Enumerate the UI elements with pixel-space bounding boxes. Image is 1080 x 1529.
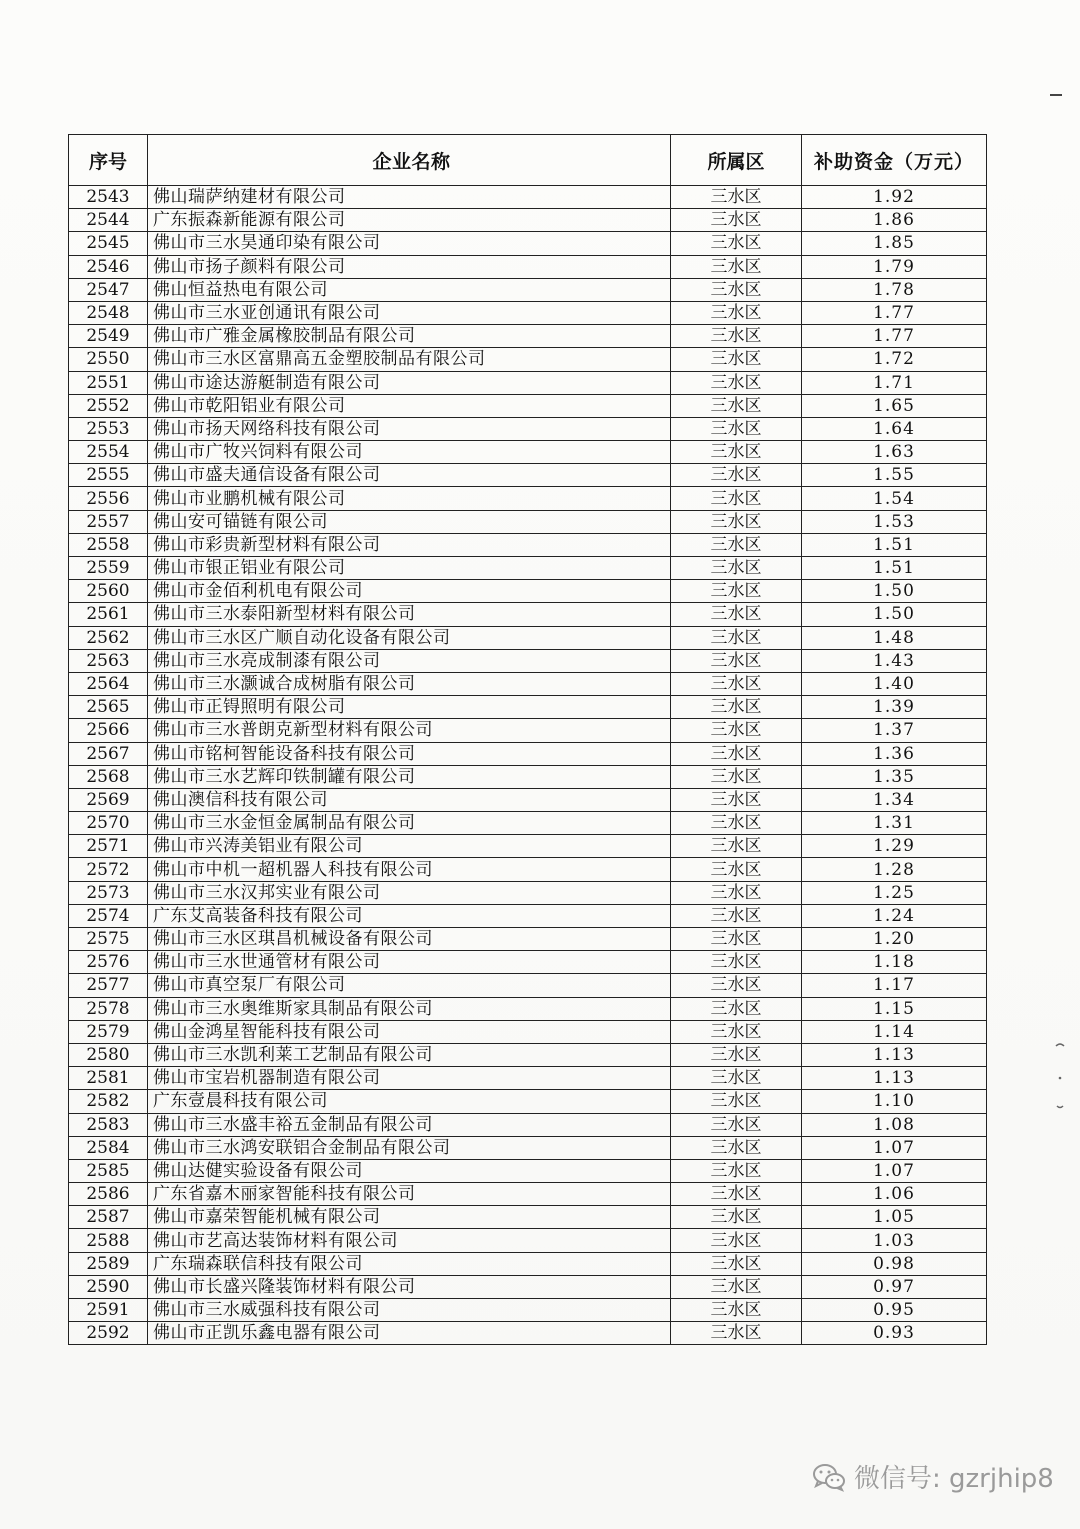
cell-company-name: 佛山市正锝照明有限公司	[148, 696, 671, 719]
cell-no: 2549	[69, 325, 148, 348]
table-row	[69, 1183, 987, 1206]
cell-district: 三水区	[671, 533, 802, 556]
table-row	[69, 835, 987, 858]
cell-district: 三水区	[671, 742, 802, 765]
cell-amount: 1.34	[802, 788, 987, 811]
cell-company-name: 佛山市三水汉邦实业有限公司	[148, 881, 671, 904]
cell-no: 2582	[69, 1090, 148, 1113]
table-row	[69, 441, 987, 464]
cell-amount: 1.43	[802, 649, 987, 672]
table-row	[69, 1067, 987, 1090]
cell-district: 三水区	[671, 1159, 802, 1182]
table-row	[69, 951, 987, 974]
cell-company-name: 佛山市彩贵新型材料有限公司	[148, 533, 671, 556]
table-row	[69, 1322, 987, 1345]
table-row	[69, 1206, 987, 1229]
cell-district: 三水区	[671, 1136, 802, 1159]
cell-no: 2553	[69, 417, 148, 440]
cell-amount: 1.17	[802, 974, 987, 997]
cell-district: 三水区	[671, 325, 802, 348]
cell-company-name: 佛山市三水泰阳新型材料有限公司	[148, 603, 671, 626]
table-row	[69, 696, 987, 719]
cell-no: 2580	[69, 1043, 148, 1066]
cell-no: 2583	[69, 1113, 148, 1136]
cell-amount: 1.54	[802, 487, 987, 510]
scan-marks	[1052, 1040, 1068, 1120]
cell-district: 三水区	[671, 1113, 802, 1136]
cell-no: 2577	[69, 974, 148, 997]
cell-amount: 1.13	[802, 1067, 987, 1090]
cell-no: 2560	[69, 580, 148, 603]
table-row	[69, 719, 987, 742]
table-row	[69, 510, 987, 533]
cell-company-name: 佛山市三水区富鼎高五金塑胶制品有限公司	[148, 348, 671, 371]
cell-amount: 1.03	[802, 1229, 987, 1252]
cell-district: 三水区	[671, 1275, 802, 1298]
cell-district: 三水区	[671, 580, 802, 603]
cell-amount: 1.53	[802, 510, 987, 533]
cell-company-name: 佛山市业鹏机械有限公司	[148, 487, 671, 510]
cell-amount: 1.77	[802, 301, 987, 324]
table-row	[69, 557, 987, 580]
cell-company-name: 佛山市真空泵厂有限公司	[148, 974, 671, 997]
cell-district: 三水区	[671, 487, 802, 510]
cell-company-name: 佛山市三水凯利莱工艺制品有限公司	[148, 1043, 671, 1066]
cell-district: 三水区	[671, 928, 802, 951]
cell-district: 三水区	[671, 1043, 802, 1066]
cell-district: 三水区	[671, 1229, 802, 1252]
cell-district: 三水区	[671, 858, 802, 881]
cell-district: 三水区	[671, 765, 802, 788]
cell-company-name: 佛山市长盛兴隆装饰材料有限公司	[148, 1275, 671, 1298]
table-row	[69, 626, 987, 649]
cell-district: 三水区	[671, 997, 802, 1020]
cell-no: 2576	[69, 951, 148, 974]
cell-amount: 0.93	[802, 1322, 987, 1345]
header-amount: 补助资金（万元）	[802, 135, 987, 186]
cell-company-name: 佛山市三水威强科技有限公司	[148, 1299, 671, 1322]
table-row	[69, 928, 987, 951]
table-row	[69, 742, 987, 765]
table-row	[69, 974, 987, 997]
table-row	[69, 371, 987, 394]
cell-company-name: 佛山市三水奥维斯家具制品有限公司	[148, 997, 671, 1020]
cell-company-name: 佛山市宝岩机器制造有限公司	[148, 1067, 671, 1090]
cell-no: 2584	[69, 1136, 148, 1159]
cell-company-name: 佛山市正凯乐鑫电器有限公司	[148, 1322, 671, 1345]
cell-district: 三水区	[671, 696, 802, 719]
cell-district: 三水区	[671, 557, 802, 580]
cell-district: 三水区	[671, 835, 802, 858]
cell-no: 2558	[69, 533, 148, 556]
cell-company-name: 佛山市广牧兴饲料有限公司	[148, 441, 671, 464]
cell-amount: 1.92	[802, 186, 987, 209]
table-row	[69, 1043, 987, 1066]
cell-no: 2590	[69, 1275, 148, 1298]
cell-amount: 1.78	[802, 278, 987, 301]
cell-company-name: 广东壹晨科技有限公司	[148, 1090, 671, 1113]
cell-company-name: 佛山金鸿星智能科技有限公司	[148, 1020, 671, 1043]
cell-district: 三水区	[671, 1067, 802, 1090]
header-no: 序号	[69, 135, 148, 186]
table-row	[69, 603, 987, 626]
cell-company-name: 佛山安可锚链有限公司	[148, 510, 671, 533]
cell-no: 2586	[69, 1183, 148, 1206]
cell-no: 2568	[69, 765, 148, 788]
table-row	[69, 1159, 987, 1182]
cell-no: 2572	[69, 858, 148, 881]
cell-amount: 1.51	[802, 533, 987, 556]
cell-district: 三水区	[671, 464, 802, 487]
cell-no: 2564	[69, 672, 148, 695]
table-row	[69, 278, 987, 301]
cell-company-name: 佛山市三水艺辉印铁制罐有限公司	[148, 765, 671, 788]
cell-no: 2545	[69, 232, 148, 255]
cell-no: 2585	[69, 1159, 148, 1182]
cell-no: 2581	[69, 1067, 148, 1090]
table-row	[69, 1090, 987, 1113]
table-row	[69, 881, 987, 904]
table-row	[69, 325, 987, 348]
cell-amount: 1.86	[802, 209, 987, 232]
cell-company-name: 佛山市三水亚创通讯有限公司	[148, 301, 671, 324]
cell-company-name: 佛山市三水盛丰裕五金制品有限公司	[148, 1113, 671, 1136]
cell-amount: 1.77	[802, 325, 987, 348]
cell-no: 2587	[69, 1206, 148, 1229]
cell-company-name: 佛山市三水鸿安联铝合金制品有限公司	[148, 1136, 671, 1159]
cell-no: 2579	[69, 1020, 148, 1043]
cell-amount: 1.35	[802, 765, 987, 788]
cell-company-name: 佛山瑞萨纳建材有限公司	[148, 186, 671, 209]
cell-amount: 1.08	[802, 1113, 987, 1136]
table-row	[69, 1275, 987, 1298]
cell-company-name: 佛山市中机一超机器人科技有限公司	[148, 858, 671, 881]
cell-district: 三水区	[671, 441, 802, 464]
cell-no: 2557	[69, 510, 148, 533]
cell-amount: 1.36	[802, 742, 987, 765]
cell-no: 2592	[69, 1322, 148, 1345]
cell-district: 三水区	[671, 394, 802, 417]
cell-no: 2591	[69, 1299, 148, 1322]
cell-company-name: 佛山市艺高达装饰材料有限公司	[148, 1229, 671, 1252]
cell-no: 2570	[69, 812, 148, 835]
cell-no: 2569	[69, 788, 148, 811]
header-district: 所属区	[671, 135, 802, 186]
cell-company-name: 佛山恒益热电有限公司	[148, 278, 671, 301]
cell-amount: 1.50	[802, 603, 987, 626]
cell-amount: 1.55	[802, 464, 987, 487]
cell-amount: 1.05	[802, 1206, 987, 1229]
cell-amount: 1.07	[802, 1136, 987, 1159]
table-row	[69, 301, 987, 324]
cell-company-name: 佛山市兴涛美铝业有限公司	[148, 835, 671, 858]
table-row	[69, 1229, 987, 1252]
cell-district: 三水区	[671, 881, 802, 904]
cell-amount: 1.51	[802, 557, 987, 580]
wechat-watermark	[812, 1458, 1054, 1495]
table-row	[69, 464, 987, 487]
cell-amount: 1.25	[802, 881, 987, 904]
cell-company-name: 佛山市银正铝业有限公司	[148, 557, 671, 580]
cell-no: 2559	[69, 557, 148, 580]
table-row	[69, 348, 987, 371]
cell-district: 三水区	[671, 186, 802, 209]
cell-amount: 1.48	[802, 626, 987, 649]
cell-no: 2588	[69, 1229, 148, 1252]
cell-no: 2550	[69, 348, 148, 371]
cell-amount: 1.65	[802, 394, 987, 417]
table-row	[69, 997, 987, 1020]
cell-amount: 1.07	[802, 1159, 987, 1182]
cell-no: 2571	[69, 835, 148, 858]
cell-company-name: 佛山澳信科技有限公司	[148, 788, 671, 811]
cell-amount: 1.85	[802, 232, 987, 255]
cell-no: 2556	[69, 487, 148, 510]
table-row	[69, 580, 987, 603]
cell-district: 三水区	[671, 904, 802, 927]
cell-no: 2555	[69, 464, 148, 487]
cell-company-name: 佛山市乾阳铝业有限公司	[148, 394, 671, 417]
cell-amount: 1.72	[802, 348, 987, 371]
cell-district: 三水区	[671, 1252, 802, 1275]
cell-amount: 1.64	[802, 417, 987, 440]
table-row	[69, 533, 987, 556]
cell-company-name: 佛山市三水昊通印染有限公司	[148, 232, 671, 255]
table-row	[69, 232, 987, 255]
table-row	[69, 1113, 987, 1136]
cell-company-name: 佛山市嘉荣智能机械有限公司	[148, 1206, 671, 1229]
cell-company-name: 佛山市三水区琪昌机械设备有限公司	[148, 928, 671, 951]
table-row	[69, 812, 987, 835]
cell-district: 三水区	[671, 951, 802, 974]
cell-district: 三水区	[671, 209, 802, 232]
table-row	[69, 394, 987, 417]
cell-no: 2544	[69, 209, 148, 232]
cell-no: 2554	[69, 441, 148, 464]
table-row	[69, 765, 987, 788]
table-row	[69, 672, 987, 695]
table-row	[69, 417, 987, 440]
cell-no: 2543	[69, 186, 148, 209]
cell-district: 三水区	[671, 812, 802, 835]
cell-amount: 1.13	[802, 1043, 987, 1066]
cell-district: 三水区	[671, 649, 802, 672]
cell-company-name: 佛山市三水区广顺自动化设备有限公司	[148, 626, 671, 649]
cell-no: 2574	[69, 904, 148, 927]
table-row	[69, 1252, 987, 1275]
cell-company-name: 佛山市三水普朗克新型材料有限公司	[148, 719, 671, 742]
cell-amount: 1.79	[802, 255, 987, 278]
cell-company-name: 佛山市盛夫通信设备有限公司	[148, 464, 671, 487]
cell-amount: 0.95	[802, 1299, 987, 1322]
cell-district: 三水区	[671, 371, 802, 394]
cell-no: 2548	[69, 301, 148, 324]
cell-amount: 1.39	[802, 696, 987, 719]
cell-district: 三水区	[671, 255, 802, 278]
table-row	[69, 186, 987, 209]
cell-company-name: 佛山市广雅金属橡胶制品有限公司	[148, 325, 671, 348]
header-name: 企业名称	[148, 135, 671, 186]
cell-no: 2562	[69, 626, 148, 649]
cell-amount: 1.50	[802, 580, 987, 603]
cell-amount: 0.98	[802, 1252, 987, 1275]
cell-amount: 1.14	[802, 1020, 987, 1043]
scan-mark	[1050, 94, 1062, 96]
table-row	[69, 788, 987, 811]
table-row	[69, 1299, 987, 1322]
cell-amount: 1.24	[802, 904, 987, 927]
cell-company-name: 佛山市金佰利机电有限公司	[148, 580, 671, 603]
cell-no: 2566	[69, 719, 148, 742]
table-header-row	[69, 135, 987, 186]
cell-amount: 1.28	[802, 858, 987, 881]
cell-company-name: 佛山市铭柯智能设备科技有限公司	[148, 742, 671, 765]
cell-no: 2547	[69, 278, 148, 301]
cell-company-name: 广东省嘉木丽家智能科技有限公司	[148, 1183, 671, 1206]
cell-company-name: 佛山市途达游艇制造有限公司	[148, 371, 671, 394]
cell-no: 2573	[69, 881, 148, 904]
watermark-text: 微信号: gzrjhip8	[854, 1464, 1054, 1494]
cell-amount: 1.15	[802, 997, 987, 1020]
cell-district: 三水区	[671, 510, 802, 533]
cell-district: 三水区	[671, 1206, 802, 1229]
table-row	[69, 1020, 987, 1043]
cell-no: 2561	[69, 603, 148, 626]
cell-district: 三水区	[671, 417, 802, 440]
cell-district: 三水区	[671, 974, 802, 997]
table-row	[69, 255, 987, 278]
cell-amount: 1.29	[802, 835, 987, 858]
cell-amount: 1.31	[802, 812, 987, 835]
subsidy-table	[68, 134, 987, 1345]
cell-company-name: 佛山市三水金恒金属制品有限公司	[148, 812, 671, 835]
cell-district: 三水区	[671, 672, 802, 695]
cell-no: 2551	[69, 371, 148, 394]
cell-district: 三水区	[671, 719, 802, 742]
cell-amount: 1.20	[802, 928, 987, 951]
cell-amount: 1.71	[802, 371, 987, 394]
table-body	[69, 186, 987, 1345]
cell-company-name: 佛山市扬天网络科技有限公司	[148, 417, 671, 440]
cell-no: 2567	[69, 742, 148, 765]
cell-amount: 1.18	[802, 951, 987, 974]
cell-district: 三水区	[671, 1020, 802, 1043]
cell-company-name: 佛山达健实验设备有限公司	[148, 1159, 671, 1182]
cell-company-name: 佛山市三水亮成制漆有限公司	[148, 649, 671, 672]
wechat-icon	[812, 1462, 846, 1492]
table-row	[69, 209, 987, 232]
table-row	[69, 649, 987, 672]
table-row	[69, 858, 987, 881]
cell-no: 2578	[69, 997, 148, 1020]
cell-amount: 1.40	[802, 672, 987, 695]
cell-district: 三水区	[671, 278, 802, 301]
cell-amount: 1.10	[802, 1090, 987, 1113]
cell-district: 三水区	[671, 232, 802, 255]
cell-company-name: 广东瑞森联信科技有限公司	[148, 1252, 671, 1275]
cell-district: 三水区	[671, 1322, 802, 1345]
cell-district: 三水区	[671, 626, 802, 649]
table-row	[69, 1136, 987, 1159]
cell-no: 2552	[69, 394, 148, 417]
cell-amount: 1.06	[802, 1183, 987, 1206]
cell-amount: 0.97	[802, 1275, 987, 1298]
cell-no: 2575	[69, 928, 148, 951]
cell-district: 三水区	[671, 603, 802, 626]
cell-district: 三水区	[671, 1090, 802, 1113]
cell-no: 2565	[69, 696, 148, 719]
table-row	[69, 487, 987, 510]
cell-company-name: 佛山市三水灏诚合成树脂有限公司	[148, 672, 671, 695]
cell-amount: 1.37	[802, 719, 987, 742]
cell-no: 2563	[69, 649, 148, 672]
cell-district: 三水区	[671, 348, 802, 371]
cell-company-name: 广东艾高装备科技有限公司	[148, 904, 671, 927]
table-row	[69, 904, 987, 927]
cell-district: 三水区	[671, 1299, 802, 1322]
cell-district: 三水区	[671, 1183, 802, 1206]
cell-company-name: 广东振森新能源有限公司	[148, 209, 671, 232]
cell-company-name: 佛山市三水世通管材有限公司	[148, 951, 671, 974]
cell-district: 三水区	[671, 301, 802, 324]
cell-no: 2589	[69, 1252, 148, 1275]
cell-district: 三水区	[671, 788, 802, 811]
cell-company-name: 佛山市扬子颜料有限公司	[148, 255, 671, 278]
cell-amount: 1.63	[802, 441, 987, 464]
cell-no: 2546	[69, 255, 148, 278]
